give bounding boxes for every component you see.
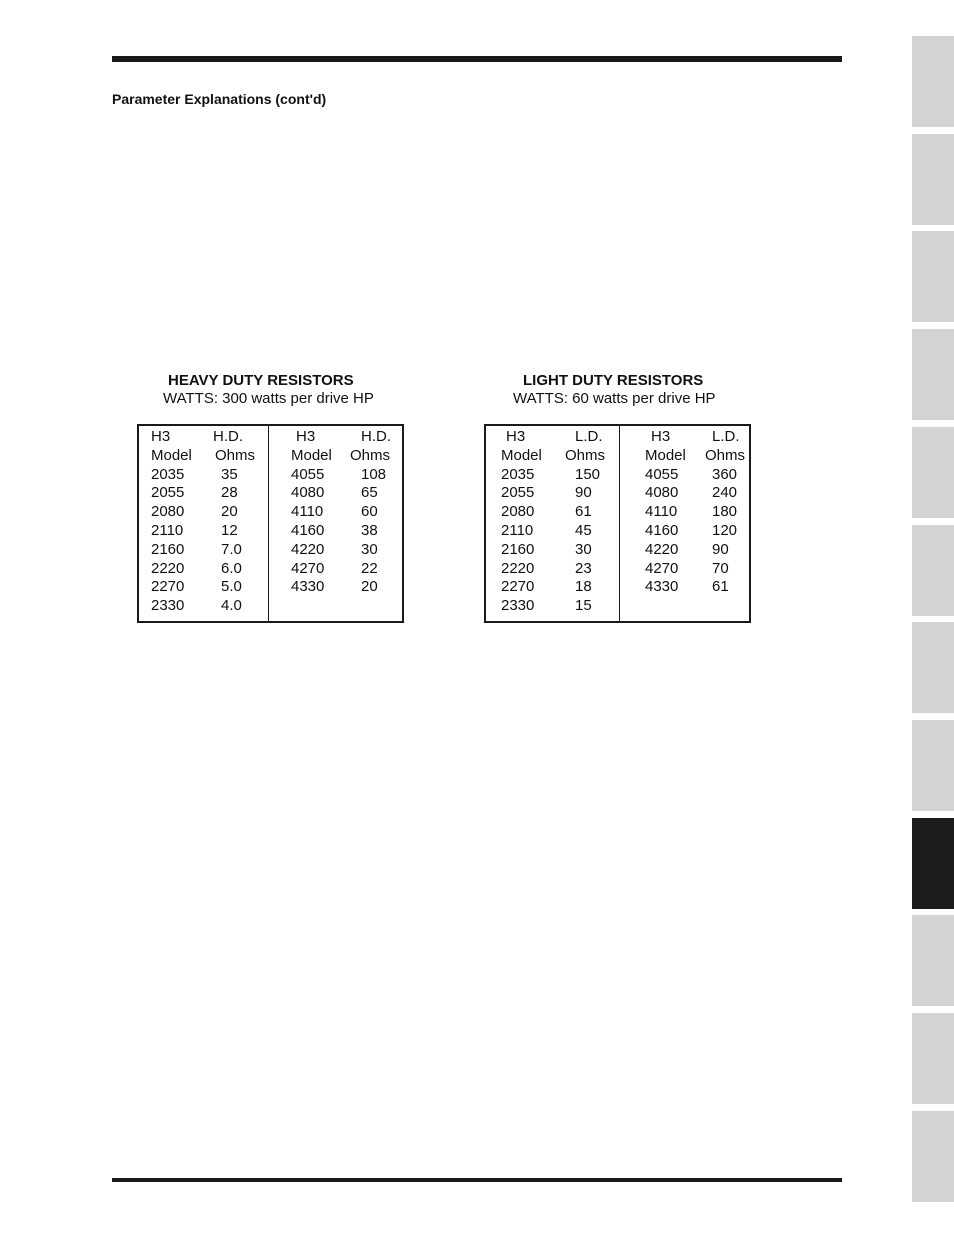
- model-cell: 4080: [291, 484, 325, 502]
- column-header: H.D.: [361, 428, 391, 445]
- light-duty-title: LIGHT DUTY RESISTORS: [523, 372, 704, 389]
- model-cell: 2080: [151, 503, 185, 521]
- model-cell: 2330: [501, 597, 535, 615]
- section-tab-active[interactable]: [912, 818, 954, 909]
- ohms-cell: 28: [221, 484, 238, 502]
- heavy-duty-watts: WATTS: 300 watts per drive HP: [163, 390, 374, 407]
- ohms-cell: 38: [361, 522, 378, 539]
- ohms-cell: 90: [575, 484, 592, 502]
- column-header: Model: [151, 446, 192, 464]
- ohms-cell: 180: [712, 503, 738, 521]
- model-cell: 4270: [291, 559, 325, 577]
- section-tab[interactable]: [912, 915, 954, 1006]
- ohms-cell: 108: [361, 465, 387, 483]
- heavy-duty-table: [137, 424, 404, 623]
- column-header: H.D.: [213, 428, 243, 445]
- column-header: L.D.: [712, 428, 740, 445]
- model-cell: 4110: [645, 503, 678, 521]
- model-cell: 2220: [151, 559, 185, 577]
- light-duty-watts: WATTS: 60 watts per drive HP: [513, 390, 716, 407]
- column-header: Model: [645, 446, 686, 464]
- model-cell: 2080: [501, 503, 535, 521]
- ohms-cell: 90: [712, 540, 729, 558]
- model-cell: 4080: [645, 484, 679, 502]
- model-cell: 2035: [501, 465, 535, 483]
- ohms-cell: 240: [712, 484, 738, 502]
- column-header: H3: [506, 428, 526, 445]
- model-cell: 2055: [501, 484, 535, 502]
- ohms-cell: 5.0: [221, 578, 242, 596]
- model-cell: 2035: [151, 465, 185, 483]
- light-duty-table: [484, 424, 751, 623]
- model-cell: 2160: [501, 540, 535, 558]
- model-cell: 4220: [291, 540, 325, 558]
- ohms-cell: 120: [712, 522, 738, 539]
- model-cell: 2330: [151, 597, 185, 615]
- model-cell: 2160: [151, 540, 185, 558]
- ohms-cell: 4.0: [221, 597, 242, 615]
- column-header: L.D.: [575, 428, 603, 445]
- model-cell: 4110: [291, 503, 324, 521]
- column-header: Ohms: [215, 446, 256, 464]
- column-header: H3: [151, 428, 171, 445]
- ohms-cell: 6.0: [221, 559, 242, 577]
- column-header: Ohms: [350, 446, 391, 464]
- model-cell: 4160: [645, 522, 679, 539]
- section-tab[interactable]: [912, 622, 954, 713]
- column-header: H3: [296, 428, 316, 445]
- section-tab[interactable]: [912, 329, 954, 420]
- ohms-cell: 150: [575, 465, 601, 483]
- bottom-rule: [112, 1178, 842, 1182]
- section-title: Parameter Explanations (cont'd): [112, 91, 327, 107]
- model-cell: 2220: [501, 559, 535, 577]
- ohms-cell: 35: [221, 465, 238, 483]
- ohms-cell: 30: [361, 540, 378, 558]
- column-header: Model: [501, 446, 542, 464]
- model-cell: 4330: [645, 578, 679, 596]
- model-cell: 4220: [645, 540, 679, 558]
- ohms-cell: 7.0: [221, 540, 242, 558]
- ohms-cell: 45: [575, 522, 592, 539]
- ohms-cell: 70: [712, 559, 729, 577]
- section-tabs: [912, 36, 954, 1208]
- ohms-cell: 65: [361, 484, 378, 502]
- table-divider: [268, 426, 269, 621]
- ohms-cell: 22: [361, 559, 378, 577]
- model-cell: 2055: [151, 484, 185, 502]
- section-tab[interactable]: [912, 134, 954, 225]
- top-rule: [112, 56, 842, 62]
- model-cell: 2110: [151, 522, 184, 539]
- model-cell: 4330: [291, 578, 325, 596]
- ohms-cell: 18: [575, 578, 592, 596]
- ohms-cell: 61: [712, 578, 729, 596]
- model-cell: 2270: [151, 578, 185, 596]
- ohms-cell: 23: [575, 559, 592, 577]
- ohms-cell: 61: [575, 503, 592, 521]
- section-tab[interactable]: [912, 1013, 954, 1104]
- model-cell: 4055: [645, 465, 679, 483]
- section-tab[interactable]: [912, 36, 954, 127]
- model-cell: 2110: [501, 522, 534, 539]
- model-cell: 4270: [645, 559, 679, 577]
- column-header: Model: [291, 446, 332, 464]
- column-header: H3: [651, 428, 671, 445]
- ohms-cell: 15: [575, 597, 592, 615]
- column-header: Ohms: [705, 446, 746, 464]
- column-header: Ohms: [565, 446, 606, 464]
- model-cell: 4160: [291, 522, 325, 539]
- section-tab[interactable]: [912, 720, 954, 811]
- section-tab[interactable]: [912, 231, 954, 322]
- ohms-cell: 360: [712, 465, 738, 483]
- heavy-duty-title: HEAVY DUTY RESISTORS: [168, 372, 354, 389]
- model-cell: 4055: [291, 465, 325, 483]
- section-tab[interactable]: [912, 1111, 954, 1202]
- table-divider: [619, 426, 620, 621]
- ohms-cell: 20: [361, 578, 378, 596]
- ohms-cell: 30: [575, 540, 592, 558]
- ohms-cell: 60: [361, 503, 378, 521]
- section-tab[interactable]: [912, 525, 954, 616]
- ohms-cell: 12: [221, 522, 238, 539]
- ohms-cell: 20: [221, 503, 238, 521]
- section-tab[interactable]: [912, 427, 954, 518]
- model-cell: 2270: [501, 578, 535, 596]
